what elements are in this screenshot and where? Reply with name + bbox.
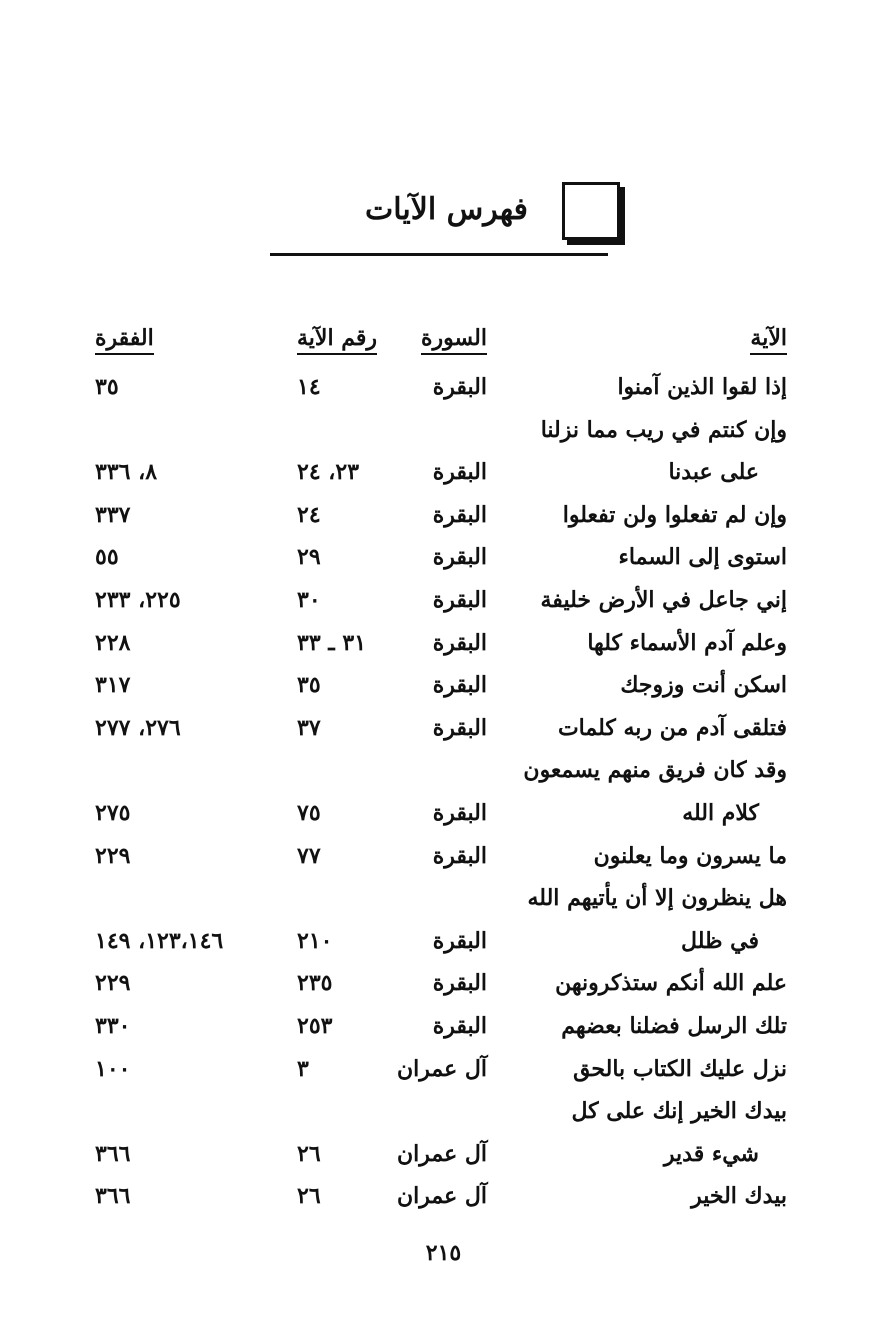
- ayah-number-cell: ٢٩: [297, 544, 321, 571]
- ayah-cell: اسكن أنت وزوجك: [620, 672, 787, 699]
- ayah-cell: إذا لقوا الذين آمنوا: [617, 374, 787, 400]
- table-row: [97, 1133, 787, 1176]
- table-body: [97, 366, 787, 1218]
- ayah-cell: كلام الله: [682, 799, 759, 826]
- ayah-number-cell: ٣٧: [297, 714, 321, 741]
- column-header-ayah-number: رقم الآية: [297, 318, 387, 358]
- table-row: [97, 877, 787, 920]
- ayah-cell: نزل عليك الكتاب بالحق: [573, 1055, 787, 1082]
- ayah-number-cell: ٢٣٥: [297, 970, 333, 997]
- ayah-number-cell: ٢١٠: [297, 927, 333, 954]
- table-row: [97, 579, 787, 622]
- ayah-cell: بيدك الخير: [691, 1183, 787, 1210]
- surah-cell: البقرة: [432, 970, 487, 997]
- paragraph-cell: ٢٢٥، ٢٣٣: [95, 586, 181, 613]
- ayah-cell: علم الله أنكم ستذكرونهن: [555, 970, 787, 997]
- ayah-number-cell: ٧٥: [297, 799, 321, 826]
- ayah-cell: وعلم آدم الأسماء كلها: [587, 629, 787, 656]
- ayah-cell: فتلقى آدم من ربه كلمات: [557, 714, 787, 741]
- paragraph-cell: ٢٧٥: [95, 799, 131, 826]
- ayah-cell: ما يسرون وما يعلنون: [593, 842, 787, 869]
- paragraph-cell: ٣٣٠: [95, 1012, 131, 1039]
- ayah-cell: استوى إلى السماء: [618, 544, 787, 571]
- surah-cell: آل عمران: [396, 1140, 487, 1167]
- paragraph-cell: ٢٧٦، ٢٧٧: [95, 714, 181, 741]
- table-row: [97, 1005, 787, 1048]
- paragraph-cell: ١٠٠: [95, 1055, 131, 1082]
- ayah-cell: على عبدنا: [668, 459, 759, 486]
- table-row: [97, 622, 787, 665]
- surah-cell: البقرة: [432, 501, 487, 528]
- ayah-cell: وقد كان فريق منهم يسمعون: [523, 757, 787, 784]
- ayah-cell: وإن كنتم في ريب مما نزلنا: [540, 416, 787, 443]
- ayah-cell: هل ينظرون إلا أن يأتيهم الله: [527, 885, 787, 912]
- ayah-cell: وإن لم تفعلوا ولن تفعلوا: [562, 501, 787, 528]
- paragraph-cell: ٣٣٧: [95, 501, 131, 528]
- table-row: [97, 409, 787, 452]
- surah-cell: آل عمران: [396, 1055, 487, 1082]
- ayah-number-cell: ٢٤: [297, 501, 321, 528]
- surah-cell: البقرة: [432, 374, 487, 400]
- ayah-number-cell: ٣٠: [297, 586, 321, 613]
- table-row: [97, 835, 787, 878]
- surah-cell: البقرة: [432, 842, 487, 869]
- column-header-paragraph: الفقرة: [95, 318, 257, 358]
- ayah-cell: شيء قدير: [663, 1140, 759, 1167]
- ayah-number-cell: ٣: [297, 1055, 309, 1082]
- ayah-number-cell: ٣١ ـ ٣٣: [297, 629, 367, 656]
- paragraph-cell: ٣١٧: [95, 672, 131, 699]
- table-row: [97, 707, 787, 750]
- ayah-number-cell: ٧٧: [297, 842, 321, 869]
- page-title: فهرس الآيات: [365, 192, 528, 227]
- table-header-row: [97, 318, 787, 366]
- ayah-cell: بيدك الخير إنك على كل: [571, 1098, 787, 1125]
- ayah-number-cell: ٣٥: [297, 672, 321, 699]
- table-row: [97, 664, 787, 707]
- surah-cell: البقرة: [432, 1012, 487, 1039]
- paragraph-cell: ٢٢٨: [95, 629, 131, 656]
- ayah-cell: تلك الرسل فضلنا بعضهم: [561, 1012, 787, 1039]
- table-row: [97, 451, 787, 494]
- table-row: [97, 494, 787, 537]
- paragraph-cell: ٢٢٩: [95, 842, 131, 869]
- surah-cell: البقرة: [432, 927, 487, 954]
- paragraph-cell: ٣٦٦: [95, 1140, 131, 1167]
- surah-cell: البقرة: [432, 799, 487, 826]
- paragraph-cell: ٥٥: [95, 544, 119, 571]
- table-row: [97, 1090, 787, 1133]
- table-row: [97, 792, 787, 835]
- surah-cell: آل عمران: [396, 1183, 487, 1210]
- surah-cell: البقرة: [432, 459, 487, 486]
- table-row: [97, 1175, 787, 1218]
- surah-cell: البقرة: [432, 629, 487, 656]
- paragraph-cell: ٣٦٦: [95, 1183, 131, 1210]
- paragraph-cell: ٢٢٩: [95, 970, 131, 997]
- ayah-number-cell: ٢٦: [297, 1140, 321, 1167]
- section-heading: [270, 182, 620, 256]
- column-header-ayah: الآية: [750, 318, 787, 358]
- surah-cell: البقرة: [432, 714, 487, 741]
- ayah-number-cell: ١٤: [297, 374, 321, 400]
- verse-index-table: [97, 318, 787, 1218]
- ayah-cell: إني جاعل في الأرض خليفة: [540, 586, 787, 613]
- ayah-number-cell: ٢٦: [297, 1183, 321, 1210]
- table-row: [97, 1048, 787, 1091]
- table-row: [97, 536, 787, 579]
- heading-square-ornament: [562, 182, 620, 240]
- surah-cell: البقرة: [432, 672, 487, 699]
- table-row: [97, 962, 787, 1005]
- heading-underline: [270, 253, 608, 256]
- paragraph-cell: ٨، ٣٣٦: [95, 459, 158, 486]
- page-number: ٢١٥: [425, 1240, 462, 1266]
- paragraph-cell: ٣٥: [95, 374, 119, 400]
- ayah-number-cell: ٢٣، ٢٤: [297, 459, 360, 486]
- surah-cell: البقرة: [432, 544, 487, 571]
- ayah-cell: في ظلل: [681, 927, 759, 954]
- surah-cell: البقرة: [432, 586, 487, 613]
- table-row: [97, 366, 787, 409]
- column-header-surah: السورة: [421, 318, 487, 358]
- table-row: [97, 920, 787, 963]
- table-row: [97, 749, 787, 792]
- ayah-number-cell: ٢٥٣: [297, 1012, 333, 1039]
- paragraph-cell: ١٢٣،١٤٦، ١٤٩: [95, 927, 224, 954]
